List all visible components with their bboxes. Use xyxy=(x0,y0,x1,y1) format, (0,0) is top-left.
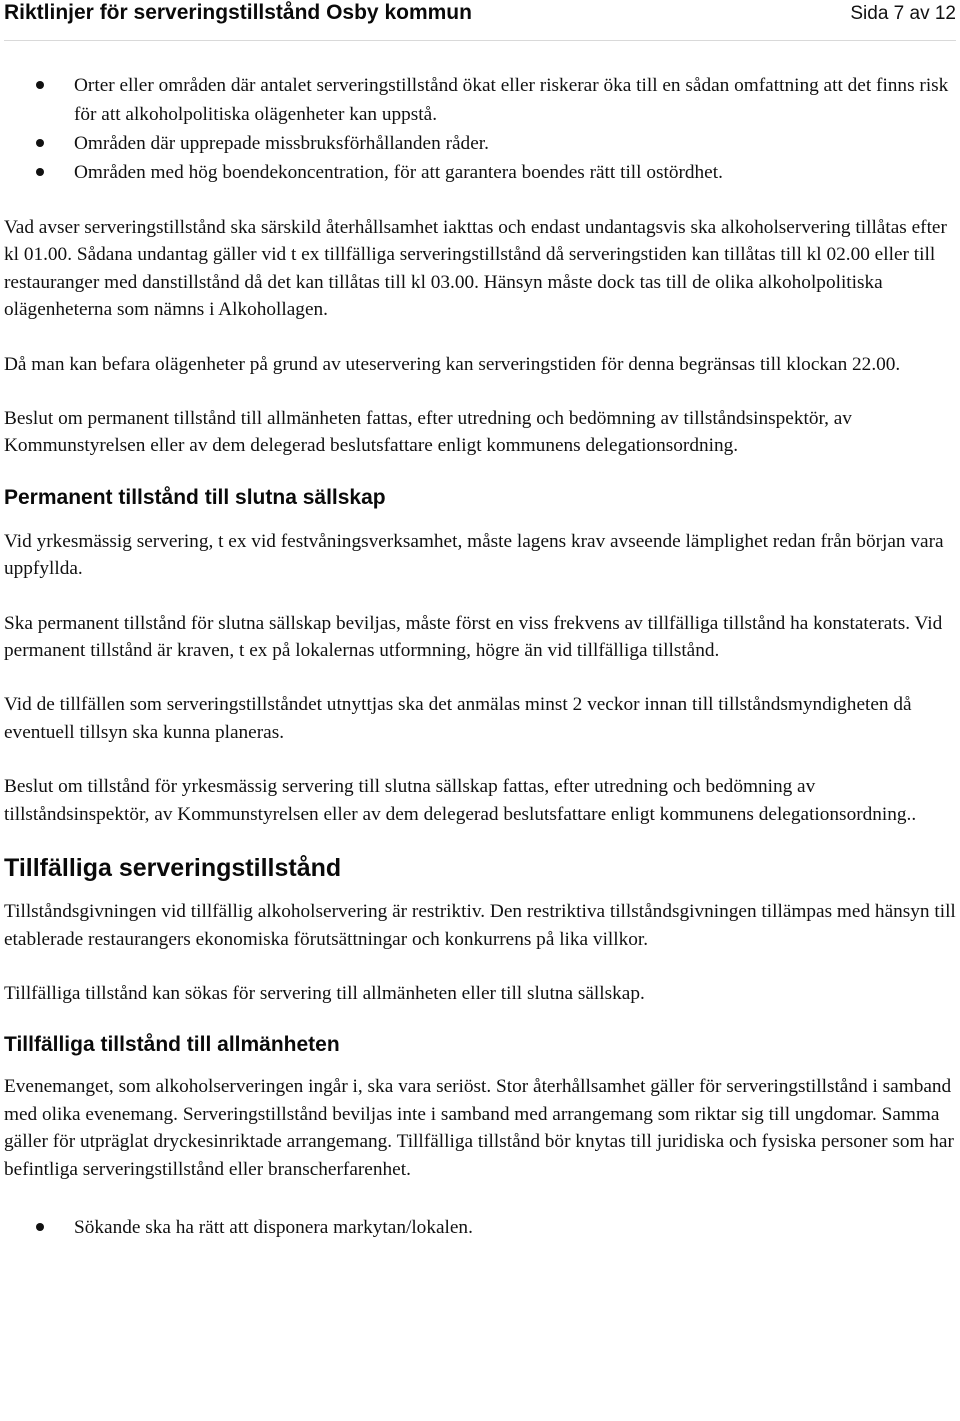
paragraph-temporary-2: Tillfälliga tillstånd kan sökas för servering till allmänheten eller till slutna sällskap. xyxy=(4,982,645,1004)
list-item xyxy=(4,71,956,129)
heading-temporary-permits: Tillfälliga serveringstillstånd xyxy=(4,854,342,883)
paragraph-outdoor-serving: Då man kan befara olägenheter på grund av uteservering kan serveringstiden för denna begränsas till klockan 22.00. xyxy=(4,353,901,375)
paragraph-closed-1: Vid yrkesmässig servering, t ex vid festvåningsverksamhet, måste lagens krav avseende lämplighet redan från början vara uppfyllda. xyxy=(4,530,944,580)
list-item-text: Områden med hög boendekoncentration, för att garantera boendes rätt till ostördhet. xyxy=(74,162,723,183)
heading-closed-companies: Permanent tillstånd till slutna sällskap xyxy=(4,485,386,509)
document-body xyxy=(4,71,956,1242)
list-item xyxy=(4,129,956,158)
bullet-list-applicant xyxy=(4,1213,956,1242)
paragraph-serving-hours: Vad avser serveringstillstånd ska särskild återhållsamhet iakttas och endast undantagsvis ska alkoholservering tillåtas efter kl 01.00. Sådana undantag gäller vid t ex tillfälliga serveringstillstånd då serveringstiden kan tillåtas till kl 02.00 eller till restauranger med danstillstånd då det kan tillåtas till kl 03.00. Hänsyn måste dock tas till de olika alkoholpolitiska olägenheterna som nämns i Alkohollagen. xyxy=(4,217,947,321)
bullet-list-areas xyxy=(4,71,956,187)
paragraph-temporary-1: Tillståndsgivningen vid tillfällig alkoholservering är restriktiv. Den restriktiva tillståndsgivningen tillämpas med hänsyn till etablerade restaurangers ekonomiska förutsättningar och konkurrens på lika villkor. xyxy=(4,901,956,950)
paragraph-closed-3: Vid de tillfällen som serveringstillståndet utnyttjas ska det anmälas minst 2 veckor innan till tillståndsmyndigheten då eventuell tillsyn ska kunna planeras. xyxy=(4,694,912,743)
paragraph-closed-4: Beslut om tillstånd för yrkesmässig servering till slutna sällskap fattas, efter utredning och bedömning av tillståndsinspektör, av Kommunstyrelsen eller av dem delegerad beslutsfattare enligt kommunens delegationsordning.. xyxy=(4,776,917,825)
bullet-icon xyxy=(36,139,44,147)
document-title: Riktlinjer för serveringstillstånd Osby kommun xyxy=(4,1,472,24)
list-item-text: Orter eller områden där antalet serveringstillstånd ökat eller riskerar öka till en sådan omfattning att det finns risk för att alkoholpolitiska olägenheter kan uppstå. xyxy=(74,75,949,125)
bullet-icon xyxy=(36,1223,44,1231)
list-item xyxy=(4,1213,956,1242)
page-header xyxy=(4,0,956,41)
list-item-text: Områden där upprepade missbruksförhållanden råder. xyxy=(74,133,489,154)
page-indicator: Sida 7 av 12 xyxy=(850,3,956,24)
bullet-icon xyxy=(36,168,44,176)
list-item-text: Sökande ska ha rätt att disponera markytan/lokalen. xyxy=(74,1216,473,1238)
paragraph-permanent-decision: Beslut om permanent tillstånd till allmänheten fattas, efter utredning och bedömning av tillståndsinspektör, av Kommunstyrelsen eller av dem delegerad beslutsfattare enligt kommunens delegationsordning. xyxy=(4,408,852,457)
paragraph-closed-2: Ska permanent tillstånd för slutna sällskap beviljas, måste först en viss frekvens av tillfälliga tillstånd ha konstaterats. Vid permanent tillstånd är kraven, t ex på lokalernas utformning, högre än vid tillfälliga tillstånd. xyxy=(4,612,943,662)
list-item xyxy=(4,158,956,187)
bullet-icon xyxy=(36,81,44,89)
paragraph-public-1: Evenemanget, som alkoholserveringen ingår i, ska vara seriöst. Stor återhållsamhet gäller för serveringstillstånd i samband med olika evenemang. Serveringstillstånd beviljas inte i samband med arrangemang som riktar sig till ungdomar. Samma gäller för utpräglat dryckesinriktade arrangemang. Tillfälliga tillstånd bör knytas till juridiska och fysiska personer som har befintliga serveringstillstånd eller branscherfarenhet. xyxy=(4,1076,954,1180)
heading-temporary-public: Tillfälliga tillstånd till allmänheten xyxy=(4,1033,340,1057)
